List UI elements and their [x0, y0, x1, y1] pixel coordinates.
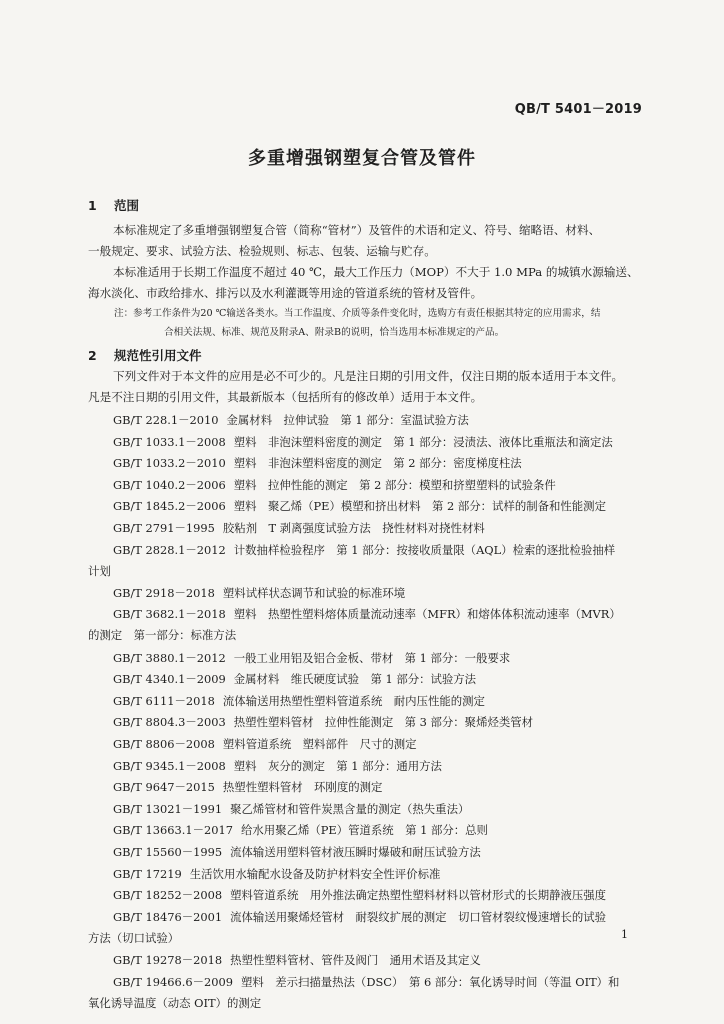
reference-code: GB/T 2791－1995 — [113, 521, 215, 535]
reference-code: GB/T 9647－2015 — [113, 780, 215, 795]
reference-line — [88, 583, 648, 604]
reference-continuation: 方法（切口试验） — [88, 930, 180, 945]
reference-title: 流体输送用塑料管材液压瞬时爆破和耐压试验方法 — [230, 845, 481, 859]
reference-title: 金属材料 维氏硬度试验 第 1 部分：试验方法 — [233, 672, 477, 687]
reference-line — [88, 475, 648, 496]
page-number: 1 — [621, 928, 628, 941]
reference-line — [88, 950, 648, 971]
document-title: 多重增强钢塑复合管及管件 — [248, 148, 476, 169]
reference-code: GB/T 17219 — [113, 866, 182, 881]
section-1-number: 1 — [88, 198, 97, 213]
reference-item — [88, 756, 648, 777]
reference-item — [88, 864, 648, 885]
reference-title: 生活饮用水输配水设备及防护材料安全性评价标准 — [189, 866, 441, 881]
reference-item — [88, 885, 648, 906]
scope-note — [114, 304, 644, 342]
reference-item — [88, 453, 648, 474]
intro-line1: 下列文件对于本文件的应用是必不可少的。凡是注日期的引用文件，仅注日期的版本适用于本文件。 — [113, 369, 624, 383]
reference-line — [88, 885, 648, 906]
reference-title: 塑料 差示扫描量热法（DSC） 第 6 部分：氧化诱导时间（等温 OIT）和 — [241, 974, 620, 989]
reference-title: 塑料试样状态调节和试验的标准环境 — [222, 585, 406, 600]
reference-title: 一般工业用铝及铝合金板、带材 第 1 部分：一般要求 — [233, 650, 511, 665]
reference-title: 塑料 非泡沫塑料密度的测定 第 2 部分：密度梯度柱法 — [233, 456, 522, 471]
reference-continuation: 计划 — [88, 563, 111, 578]
reference-line — [88, 734, 648, 755]
section-2-title: 规范性引用文件 — [114, 348, 202, 363]
reference-item — [88, 734, 648, 755]
reference-code: GB/T 228.1－2010 — [113, 413, 219, 427]
reference-line — [88, 432, 648, 453]
reference-code: GB/T 4340.1－2009 — [113, 672, 226, 687]
reference-item — [88, 820, 648, 841]
reference-item — [88, 604, 648, 646]
reference-item — [88, 907, 648, 949]
reference-title: 金属材料 拉伸试验 第 1 部分：室温试验方法 — [226, 413, 469, 427]
standard-code: QB/T 5401－2019 — [514, 102, 642, 117]
reference-item — [88, 799, 648, 820]
reference-line — [88, 410, 648, 431]
reference-item — [88, 950, 648, 971]
reference-code: GB/T 1033.2－2010 — [113, 456, 226, 471]
reference-item — [88, 669, 648, 690]
reference-code: GB/T 2828.1－2012 — [113, 542, 226, 557]
reference-title: 塑料 拉伸性能的测定 第 2 部分：模塑和挤塑塑料的试验条件 — [233, 477, 556, 492]
reference-item — [88, 410, 648, 431]
reference-code: GB/T 8806－2008 — [113, 737, 215, 751]
reference-title: 计数抽样检验程序 第 1 部分：按接收质量限（AQL）检索的逐批检验抽样 — [233, 542, 616, 557]
reference-item — [88, 712, 648, 733]
reference-title: 聚乙烯管材和管件炭黑含量的测定（热失重法） — [230, 801, 470, 816]
reference-title: 热塑性塑料管材 拉伸性能测定 第 3 部分：聚烯烃类管材 — [233, 715, 534, 730]
reference-item — [88, 972, 648, 1014]
reference-line — [88, 756, 648, 777]
reference-code: GB/T 15560－1995 — [113, 845, 223, 859]
scope-p2-line2: 海水淡化、市政给排水、排污以及水利灌溉等用途的管道系统的管材及管件。 — [88, 286, 483, 300]
reference-item — [88, 540, 648, 582]
reference-item — [88, 648, 648, 669]
reference-title: 塑料 热塑性塑料熔体质量流动速率（MFR）和熔体体积流动速率（MVR） — [233, 607, 621, 622]
reference-line — [88, 648, 648, 669]
scope-p2-line1: 本标准适用于长期工作温度不超过 40 ℃，最大工作压力（MOP）不大于 1.0 MPa 的城镇水源输送、 — [113, 265, 639, 279]
reference-code: GB/T 3880.1－2012 — [113, 650, 226, 665]
reference-item — [88, 432, 648, 453]
reference-item — [88, 842, 648, 863]
reference-line — [88, 864, 648, 885]
reference-title: 塑料 灰分的测定 第 1 部分：通用方法 — [233, 758, 442, 773]
reference-continuation: 氧化诱导温度（动态 OIT）的测定 — [88, 995, 262, 1010]
reference-code: GB/T 3682.1－2018 — [113, 607, 226, 622]
reference-title: 流体输送用聚烯烃管材 耐裂纹扩展的测定 切口管材裂纹慢速增长的试验 — [230, 909, 607, 924]
note-line1: 注：参考工作条件为20 ℃输送各类水。当工作温度、介质等条件变化时，选购方有责任根据其特定的应用需求，结 — [114, 308, 601, 319]
reference-line — [88, 496, 648, 517]
reference-code: GB/T 13021－1991 — [113, 801, 223, 816]
reference-item — [88, 475, 648, 496]
reference-title: 塑料管道系统 塑料部件 尺寸的测定 — [222, 737, 417, 751]
reference-item — [88, 777, 648, 798]
reference-line — [88, 540, 648, 561]
reference-line — [88, 712, 648, 733]
intro-line2: 凡是不注日期的引用文件，其最新版本（包括所有的修改单）适用于本文件。 — [88, 390, 483, 404]
reference-code: GB/T 19466.6－2009 — [113, 974, 234, 989]
reference-title: 塑料 聚乙烯（PE）模塑和挤出材料 第 2 部分：试样的制备和性能测定 — [233, 499, 606, 514]
reference-code: GB/T 19278－2018 — [113, 953, 223, 967]
reference-item — [88, 496, 648, 517]
reference-title: 热塑性塑料管材 环刚度的测定 — [222, 780, 383, 795]
scope-p1-line2: 一般规定、要求、试验方法、检验规则、标志、包装、运输与贮存。 — [88, 244, 436, 258]
reference-code: GB/T 18476－2001 — [113, 909, 223, 924]
reference-line — [88, 518, 648, 539]
reference-line — [88, 820, 648, 841]
section-1-title: 范围 — [114, 198, 140, 213]
scope-paragraph-1 — [88, 220, 640, 262]
references-intro — [88, 366, 640, 408]
reference-line — [88, 972, 648, 993]
reference-title: 塑料 非泡沫塑料密度的测定 第 1 部分：浸渍法、液体比重瓶法和滴定法 — [233, 434, 613, 449]
reference-code: GB/T 13663.1－2017 — [113, 823, 234, 838]
section-2-heading — [88, 346, 202, 364]
reference-item — [88, 518, 648, 539]
reference-title: 胶粘剂 T 剥离强度试验方法 挠性材料对挠性材料 — [222, 521, 485, 535]
reference-code: GB/T 1845.2－2006 — [113, 499, 226, 514]
reference-code: GB/T 1033.1－2008 — [113, 434, 226, 449]
reference-line — [88, 777, 648, 798]
reference-line — [88, 604, 648, 625]
reference-line — [88, 453, 648, 474]
reference-title: 塑料管道系统 用外推法确定热塑性塑料材料以管材形式的长期静液压强度 — [230, 888, 607, 903]
reference-title: 流体输送用热塑性塑料管道系统 耐内压性能的测定 — [222, 693, 485, 708]
reference-line — [88, 907, 648, 928]
reference-line — [88, 842, 648, 863]
reference-code: GB/T 1040.2－2006 — [113, 477, 226, 492]
reference-code: GB/T 18252－2008 — [113, 888, 223, 903]
scope-p1-line1: 本标准规定了多重增强钢塑复合管（简称“管材”）及管件的术语和定义、符号、缩略语、材料、 — [113, 223, 601, 237]
reference-code: GB/T 2918－2018 — [113, 585, 215, 600]
reference-line — [88, 799, 648, 820]
section-2-number: 2 — [88, 348, 97, 363]
reference-line — [88, 669, 648, 690]
reference-continuation: 的测定 第一部分：标准方法 — [88, 628, 237, 643]
reference-item — [88, 583, 648, 604]
reference-line — [88, 691, 648, 712]
reference-item — [88, 691, 648, 712]
reference-code: GB/T 9345.1－2008 — [113, 758, 226, 773]
reference-title: 热塑性塑料管材、管件及阀门 通用术语及其定义 — [230, 953, 481, 967]
section-1-heading — [88, 196, 139, 214]
scope-paragraph-2 — [88, 262, 640, 304]
note-line2: 合相关法规、标准、规范及附录A、附录B的说明，恰当选用本标准规定的产品。 — [164, 327, 505, 338]
reference-code: GB/T 8804.3－2003 — [113, 715, 226, 730]
reference-code: GB/T 6111－2018 — [113, 693, 215, 708]
reference-title: 给水用聚乙烯（PE）管道系统 第 1 部分：总则 — [241, 823, 488, 838]
